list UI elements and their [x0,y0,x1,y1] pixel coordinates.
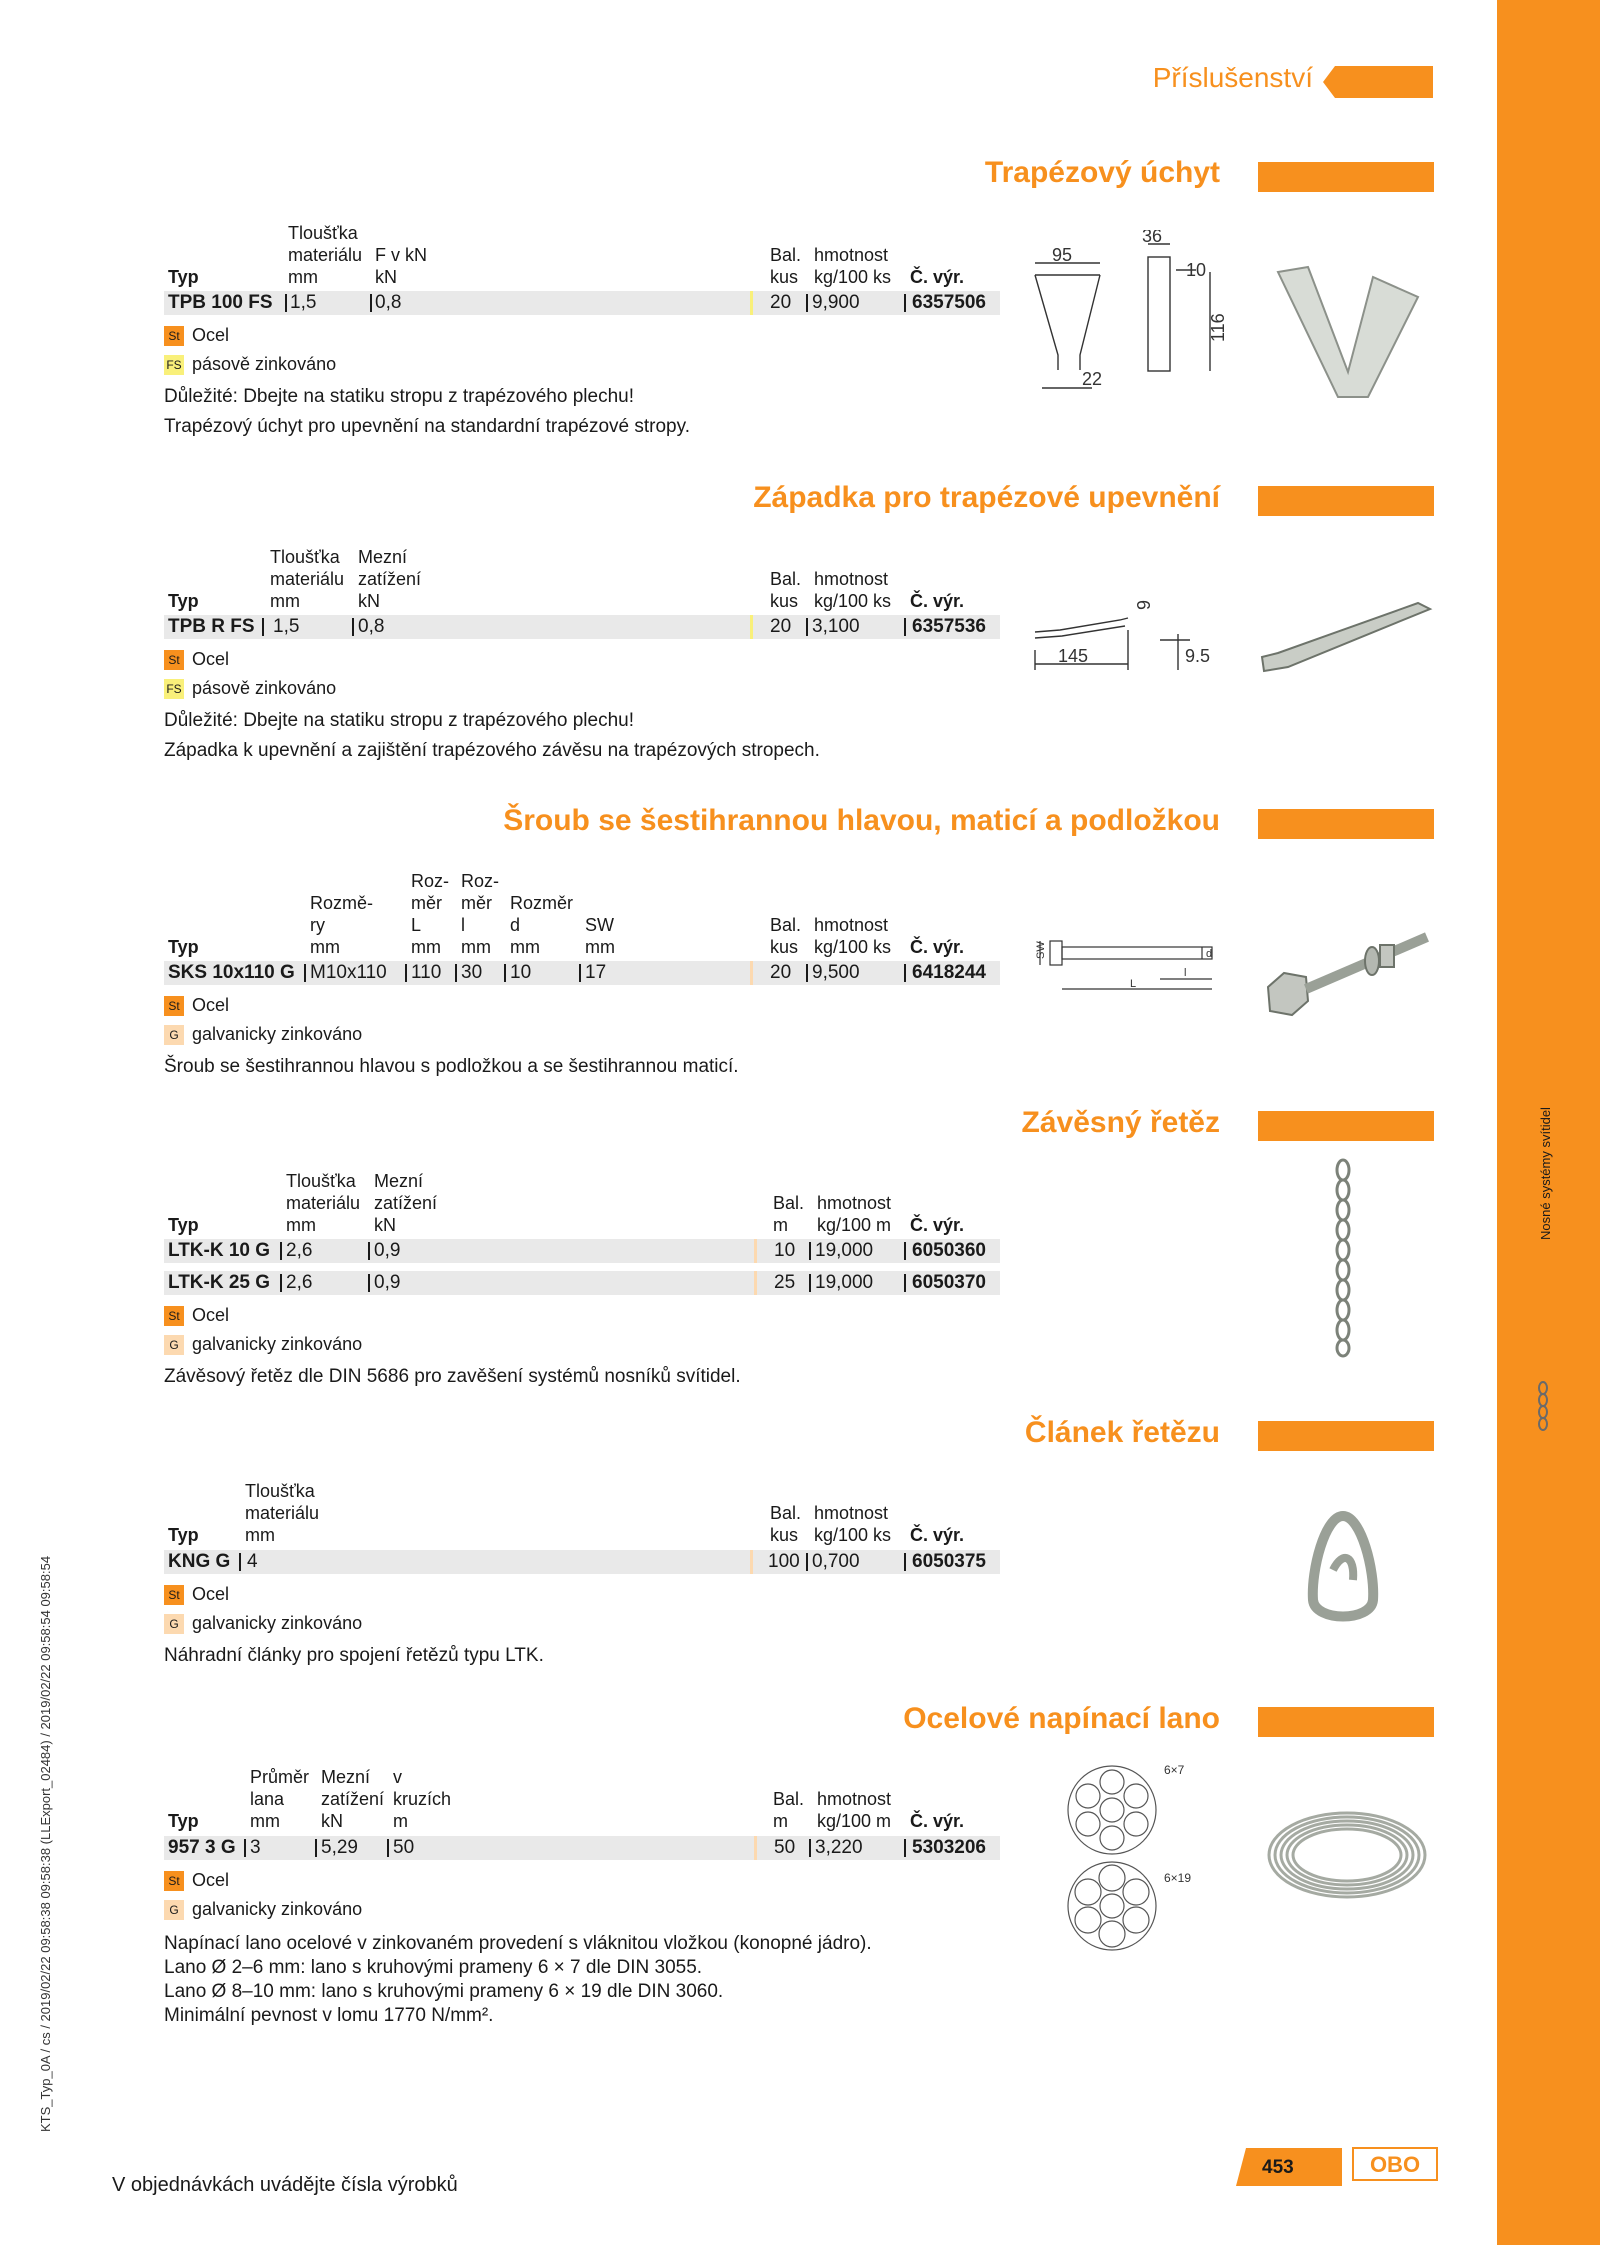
section-title: Šroub se šestihrannou hlavou, maticí a podložkou [503,804,1220,837]
col-header-article: Č. výr. [910,1811,965,1831]
col-header-size: Rozmě- ry mm [310,893,374,957]
note-text: Trapézový úchyt pro upevnění na standardní trapézové stropy. [164,416,690,437]
page-number: 453 [1262,2157,1294,2178]
note-text: Důležité: Dbejte na statiku stropu z trapézového plechu! [164,710,634,731]
col-header-bal: Bal. kus [770,245,802,287]
col-header-typ: Typ [168,1811,199,1831]
col-header-bal: Bal. m [773,1789,805,1831]
col-header-article: Č. výr. [910,1215,965,1235]
col-header-weight: hmotnost kg/100 m [817,1193,892,1235]
title-bar [1258,162,1434,192]
table-row: LTK-K 25 G 2,6 0,9 25 19,000 6050370 [164,1271,1000,1295]
material-item: FS pásově zinkováno [164,677,336,699]
section-title: Závěsný řetěz [1021,1106,1220,1139]
col-header-coil: v kruzích m [393,1767,452,1831]
col-header-article: Č. výr. [910,591,965,611]
svg-text:l: l [1184,967,1187,979]
product-photo-trapeze-clip [1268,262,1428,402]
page-category: Příslušenství [1152,62,1313,93]
material-item: St Ocel [164,648,229,670]
dimension-drawing [1030,590,1230,680]
col-header-force: F v kN kN [375,245,427,287]
table-row: 957 3 G 3 5,29 50 50 3,220 5303206 [164,1836,1000,1860]
svg-text:145: 145 [1058,646,1089,666]
col-header-thickness: Tloušťka materiálu mm [270,547,345,611]
col-header-load: Mezní zatížení kN [374,1171,438,1235]
section-title: Ocelové napínací lano [903,1702,1220,1735]
note-text: Důležité: Dbejte na statiku stropu z trapézového plechu! [164,386,634,407]
col-header-bal: Bal. m [773,1193,805,1235]
product-photo-chain-link [1303,1510,1383,1630]
material-item: G galvanicky zinkováno [164,1898,362,1920]
section-title: Západka pro trapézové upevnění [753,481,1220,514]
note-text: Náhradní článkу pro spojení řetězů typu LTK. [164,1645,544,1666]
col-header-sw: SW mm [585,915,615,957]
note-text: Západka k upevnění a zajištění trapézového závěsu na trapézových stropech. [164,740,820,761]
obo-logo [1352,2146,1438,2182]
table-row: SKS 10x110 G M10x110 110 30 10 17 20 9,500 6418244 [164,961,1000,985]
col-header-thickness: Tloušťka materiálu mm [286,1171,361,1235]
svg-text:6×7: 6×7 [1164,1763,1185,1777]
material-item: G galvanicky zinkováno [164,1023,362,1045]
side-category-label: Nosné systémy svítidel [1538,1107,1553,1240]
col-header-article: Č. výr. [910,937,965,957]
svg-text:9.5: 9.5 [1185,646,1211,666]
section-title: Článek řetězu [1024,1416,1220,1449]
svg-text:d: d [1206,948,1213,960]
col-header-typ: Typ [168,937,199,957]
dimension-drawing [1030,230,1230,395]
product-photo-wire-coil [1262,1800,1432,1910]
title-bar [1258,1111,1434,1141]
svg-text:116: 116 [1208,313,1228,342]
title-bar [1258,1707,1434,1737]
material-item: St Ocel [164,324,229,346]
note-text: Lano Ø 2–6 mm: lano s kruhovými prameny 6 × 7 dle DIN 3055. [164,1957,703,1978]
col-header-typ: Typ [168,1215,199,1235]
col-header-typ: Typ [168,591,199,611]
material-item: G galvanicky zinkováno [164,1333,362,1355]
table-row: KNG G 4 100 0,700 6050375 [164,1550,1000,1574]
product-photo-chain [1323,1158,1363,1358]
col-header-d: Rozměr d mm [510,893,574,957]
svg-text:OBO: OBO [1369,2152,1421,2177]
table-row: TPB R FS 1,5 0,8 20 3,100 6357536 [164,615,1000,639]
col-header-thickness: Tloušťka materiálu mm [288,223,363,287]
note-text: Minimální pevnost v lomu 1770 N/mm². [164,2005,494,2026]
category-tab-icon [1323,66,1433,98]
section-title: Trapézový úchyt [984,156,1220,189]
col-header-article: Č. výr. [910,1525,965,1545]
print-metadata: KTS_Typ_0A / cs / 2019/02/22 09:58:38 09:58:38 (LLExport_02484) / 2019/02/22 09:58:54 09:58:54 [38,1555,53,2132]
col-header-load: Mezní zatížení kN [321,1767,385,1831]
col-header-bal: Bal. kus [770,915,802,957]
svg-text:95: 95 [1052,245,1073,265]
svg-text:6×19: 6×19 [1164,1871,1192,1885]
note-text: Napínací lano ocelové v zinkovaném provedení s vláknitou vložkou (konopné jádro). [164,1933,872,1954]
svg-text:SW: SW [1035,941,1047,959]
col-header-L: Roz- měr L mm [411,871,450,957]
material-item: FS pásově zinkováno [164,353,336,375]
table-row: LTK-K 10 G 2,6 0,9 10 19,000 6050360 [164,1239,1000,1263]
product-photo-bolt [1262,915,1437,1025]
svg-text:36: 36 [1142,230,1163,246]
note-text: Lano Ø 8–10 mm: lano s kruhovými prameny 6 × 19 dle DIN 3060. [164,1981,724,2002]
title-bar [1258,1421,1434,1451]
col-header-thickness: Tloušťka materiálu mm [245,1481,320,1545]
material-item: St Ocel [164,1304,229,1326]
col-header-weight: hmotnost kg/100 ks [814,915,892,957]
col-header-typ: Typ [168,267,199,287]
col-header-weight: hmotnost kg/100 ks [814,569,892,611]
material-item: St Ocel [164,994,229,1016]
col-header-article: Č. výr. [910,267,965,287]
material-item: G galvanicky zinkováno [164,1612,362,1634]
note-text: Závěsový řetěz dle DIN 5686 pro zavěšení systémů nosníků svítidel. [164,1366,741,1387]
col-header-bal: Bal. kus [770,1503,802,1545]
title-bar [1258,809,1434,839]
col-header-weight: hmotnost kg/100 ks [814,1503,892,1545]
svg-text:22: 22 [1082,369,1103,389]
svg-text:9: 9 [1134,599,1154,610]
svg-text:L: L [1130,978,1137,990]
col-header-weight: hmotnost kg/100 m [817,1789,892,1831]
col-header-typ: Typ [168,1525,199,1545]
svg-text:10: 10 [1186,260,1207,280]
product-photo-latch [1258,595,1438,685]
footer-note: V objednávkách uvádějte čísla výrobků [112,2174,458,2196]
col-header-l: Roz- měr l mm [461,871,500,957]
cross-section-drawing [1060,1758,1200,1958]
col-header-diameter: Průměr lana mm [250,1767,310,1831]
dimension-drawing [1030,925,1230,1005]
col-header-weight: hmotnost kg/100 ks [814,245,892,287]
table-row: TPB 100 FS 1,5 0,8 20 9,900 6357506 [164,291,1000,315]
side-chain-icon [1532,1380,1554,1436]
material-item: St Ocel [164,1583,229,1605]
col-header-load: Mezní zatížení kN [358,547,422,611]
title-bar [1258,486,1434,516]
col-header-bal: Bal. kus [770,569,802,611]
material-item: St Ocel [164,1869,229,1891]
note-text: Šroub se šestihrannou hlavou s podložkou a se šestihrannou maticí. [164,1056,739,1077]
